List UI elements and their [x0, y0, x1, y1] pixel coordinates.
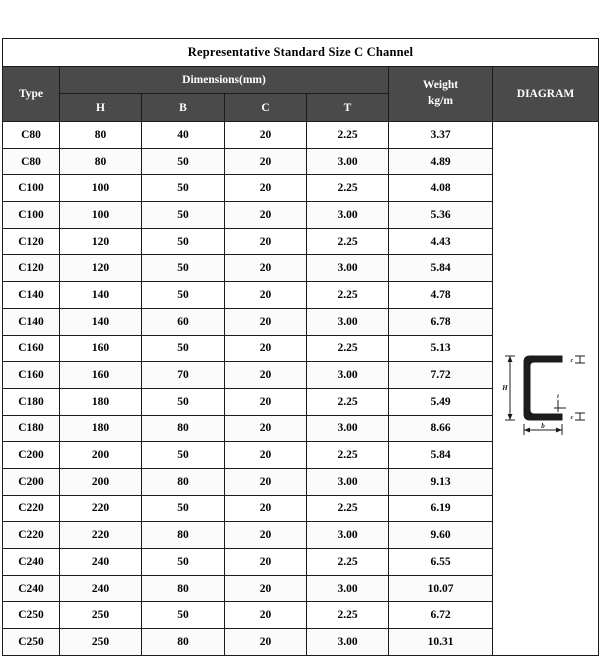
- cell-weight: 10.31: [389, 629, 493, 656]
- cell-h: 140: [60, 282, 142, 309]
- cell-type: C140: [3, 308, 60, 335]
- cell-t: 2.25: [307, 388, 389, 415]
- cell-h: 240: [60, 549, 142, 576]
- diagram-wrapper: [493, 338, 598, 438]
- column-header-b: B: [142, 94, 225, 122]
- cell-weight: 6.19: [389, 495, 493, 522]
- cell-weight: 8.66: [389, 415, 493, 442]
- diagram-label-thickness: t: [556, 394, 559, 401]
- cell-h: 160: [60, 335, 142, 362]
- cell-c: 20: [225, 522, 307, 549]
- title-row: [3, 39, 599, 67]
- cell-t: 2.25: [307, 335, 389, 362]
- table-header: [3, 39, 599, 122]
- cell-type: C120: [3, 255, 60, 282]
- cell-b: 50: [142, 175, 225, 202]
- cell-b: 50: [142, 549, 225, 576]
- cell-t: 3.00: [307, 415, 389, 442]
- cell-h: 220: [60, 495, 142, 522]
- cell-c: 20: [225, 442, 307, 469]
- cell-b: 50: [142, 442, 225, 469]
- cell-weight: 3.37: [389, 122, 493, 149]
- cell-b: 50: [142, 202, 225, 229]
- cell-weight: 4.08: [389, 175, 493, 202]
- column-header-h: H: [60, 94, 142, 122]
- diagram-label-lip-top: c: [570, 358, 573, 365]
- cell-b: 50: [142, 335, 225, 362]
- cell-type: C140: [3, 282, 60, 309]
- cell-c: 20: [225, 202, 307, 229]
- cell-b: 80: [142, 575, 225, 602]
- cell-h: 180: [60, 388, 142, 415]
- cell-t: 3.00: [307, 362, 389, 389]
- cell-b: 70: [142, 362, 225, 389]
- cell-type: C220: [3, 495, 60, 522]
- cell-c: 20: [225, 228, 307, 255]
- cell-c: 20: [225, 362, 307, 389]
- diagram-label-width: b: [540, 422, 545, 431]
- cell-c: 20: [225, 415, 307, 442]
- cell-type: C180: [3, 388, 60, 415]
- column-header-c: C: [225, 94, 307, 122]
- table-row: [3, 122, 599, 149]
- cell-b: 80: [142, 468, 225, 495]
- cell-c: 20: [225, 255, 307, 282]
- cell-t: 3.00: [307, 522, 389, 549]
- cell-weight: 5.84: [389, 442, 493, 469]
- cell-b: 50: [142, 148, 225, 175]
- cell-c: 20: [225, 575, 307, 602]
- cell-b: 50: [142, 602, 225, 629]
- cell-b: 80: [142, 629, 225, 656]
- cell-c: 20: [225, 308, 307, 335]
- column-header-diagram: DIAGRAM: [493, 67, 599, 122]
- cell-t: 3.00: [307, 308, 389, 335]
- cell-b: 60: [142, 308, 225, 335]
- cell-h: 100: [60, 202, 142, 229]
- cell-h: 100: [60, 175, 142, 202]
- cell-weight: 5.84: [389, 255, 493, 282]
- cell-t: 3.00: [307, 575, 389, 602]
- header-row-top: [3, 67, 599, 94]
- cell-weight: 5.49: [389, 388, 493, 415]
- cell-h: 120: [60, 255, 142, 282]
- cell-type: C220: [3, 522, 60, 549]
- cell-b: 50: [142, 388, 225, 415]
- cell-t: 2.25: [307, 282, 389, 309]
- cell-type: C120: [3, 228, 60, 255]
- cell-weight: 5.13: [389, 335, 493, 362]
- cell-weight: 7.72: [389, 362, 493, 389]
- c-channel-spec-table: [2, 38, 599, 656]
- cell-c: 20: [225, 468, 307, 495]
- cell-type: C100: [3, 202, 60, 229]
- cell-weight: 10.07: [389, 575, 493, 602]
- cell-b: 50: [142, 255, 225, 282]
- cell-weight: 4.89: [389, 148, 493, 175]
- cell-c: 20: [225, 122, 307, 149]
- diagram-label-height: H: [501, 384, 508, 393]
- cell-h: 160: [60, 362, 142, 389]
- cell-h: 250: [60, 629, 142, 656]
- cell-h: 220: [60, 522, 142, 549]
- cell-type: C160: [3, 335, 60, 362]
- cell-h: 80: [60, 122, 142, 149]
- cell-h: 140: [60, 308, 142, 335]
- cell-weight: 5.36: [389, 202, 493, 229]
- table-body: [3, 122, 599, 656]
- cell-c: 20: [225, 148, 307, 175]
- diagram-cell: [493, 122, 599, 656]
- cell-type: C180: [3, 415, 60, 442]
- column-header-type: Type: [3, 67, 60, 122]
- cell-h: 240: [60, 575, 142, 602]
- column-header-t: T: [307, 94, 389, 122]
- cell-b: 50: [142, 228, 225, 255]
- cell-weight: 4.78: [389, 282, 493, 309]
- cell-t: 2.25: [307, 495, 389, 522]
- weight-label-line2: kg/m: [428, 95, 453, 107]
- cell-c: 20: [225, 495, 307, 522]
- cell-c: 20: [225, 549, 307, 576]
- cell-t: 3.00: [307, 468, 389, 495]
- cell-b: 80: [142, 415, 225, 442]
- cell-c: 20: [225, 629, 307, 656]
- cell-c: 20: [225, 388, 307, 415]
- cell-h: 80: [60, 148, 142, 175]
- cell-type: C80: [3, 122, 60, 149]
- cell-weight: 6.55: [389, 549, 493, 576]
- cell-h: 200: [60, 442, 142, 469]
- cell-t: 2.25: [307, 602, 389, 629]
- table-title: Representative Standard Size C Channel: [3, 39, 599, 67]
- cell-type: C80: [3, 148, 60, 175]
- column-header-weight: [389, 67, 493, 122]
- cell-t: 2.25: [307, 122, 389, 149]
- cell-type: C100: [3, 175, 60, 202]
- cell-t: 2.25: [307, 228, 389, 255]
- cell-type: C200: [3, 468, 60, 495]
- cell-weight: 6.72: [389, 602, 493, 629]
- diagram-label-lip-bottom: c: [570, 415, 573, 422]
- cell-b: 50: [142, 282, 225, 309]
- cell-t: 3.00: [307, 255, 389, 282]
- cell-t: 3.00: [307, 629, 389, 656]
- cell-b: 50: [142, 495, 225, 522]
- cell-type: C240: [3, 575, 60, 602]
- cell-t: 2.25: [307, 549, 389, 576]
- cell-weight: 9.13: [389, 468, 493, 495]
- cell-b: 40: [142, 122, 225, 149]
- cell-t: 2.25: [307, 175, 389, 202]
- cell-type: C250: [3, 602, 60, 629]
- c-channel-cross-section-icon: [496, 338, 596, 438]
- cell-c: 20: [225, 602, 307, 629]
- cell-c: 20: [225, 282, 307, 309]
- weight-label-line1: Weight: [422, 79, 459, 92]
- cell-weight: 4.43: [389, 228, 493, 255]
- column-header-dimensions-group: Dimensions(mm): [60, 67, 389, 94]
- cell-type: C240: [3, 549, 60, 576]
- cell-h: 120: [60, 228, 142, 255]
- cell-c: 20: [225, 175, 307, 202]
- cell-c: 20: [225, 335, 307, 362]
- cell-t: 3.00: [307, 148, 389, 175]
- cell-weight: 9.60: [389, 522, 493, 549]
- cell-h: 250: [60, 602, 142, 629]
- cell-h: 200: [60, 468, 142, 495]
- cell-type: C250: [3, 629, 60, 656]
- cell-weight: 6.78: [389, 308, 493, 335]
- cell-type: C200: [3, 442, 60, 469]
- cell-t: 3.00: [307, 202, 389, 229]
- cell-type: C160: [3, 362, 60, 389]
- cell-b: 80: [142, 522, 225, 549]
- cell-h: 180: [60, 415, 142, 442]
- cell-t: 2.25: [307, 442, 389, 469]
